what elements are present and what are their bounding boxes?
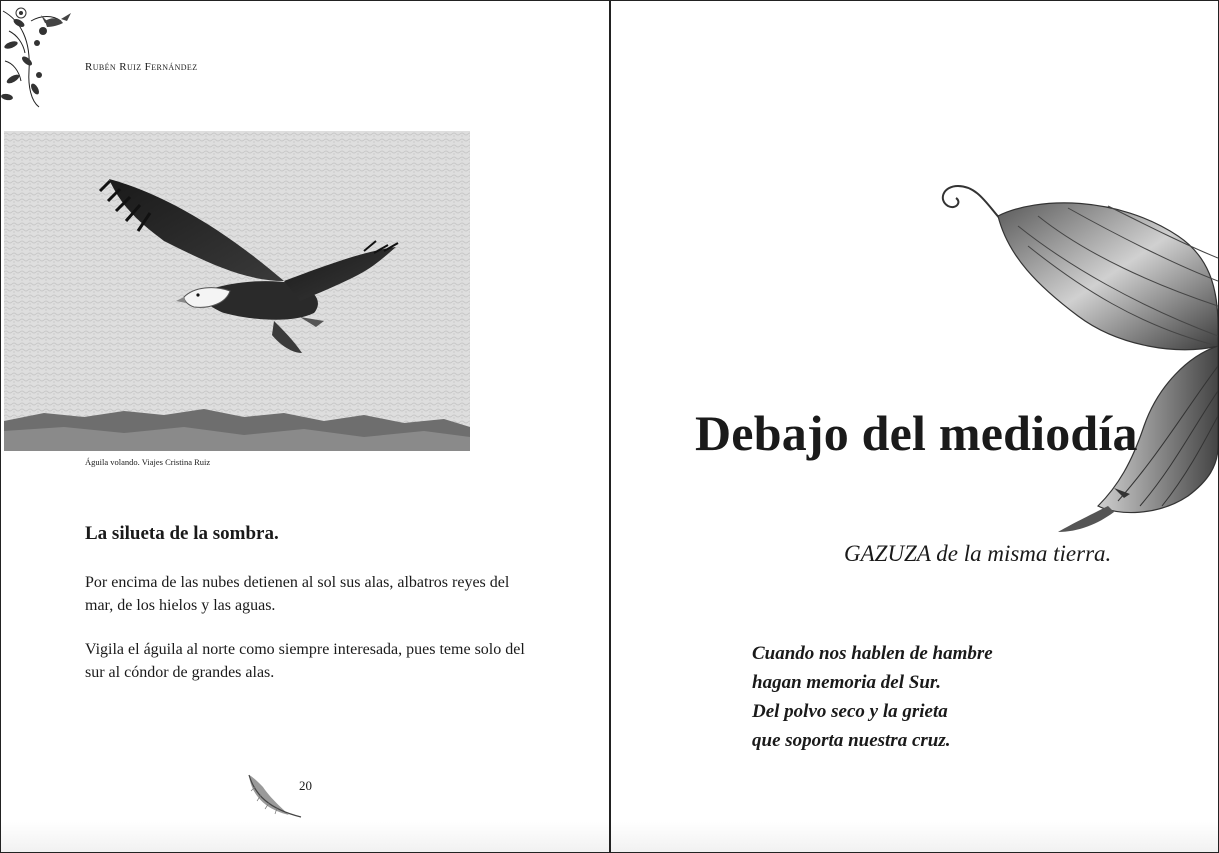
- running-head: Rubén Ruiz Fernández: [85, 61, 198, 73]
- page-shadow: [1, 822, 609, 852]
- feather-icon: [245, 769, 307, 821]
- left-page: [1, 1, 611, 852]
- floral-bird-ornament-icon: [1, 1, 81, 109]
- verse-line: Cuando nos hablen de hambre: [752, 643, 993, 664]
- verse-line: Del polvo seco y la grieta: [752, 701, 948, 722]
- verse-stanza: [752, 639, 993, 755]
- verse-line: hagan memoria del Sur.: [752, 672, 941, 693]
- page-shadow: [611, 822, 1218, 852]
- section-heading: La silueta de la sombra.: [85, 523, 279, 544]
- paragraph: Vigila el águila al norte como siempre interesada, pues teme solo del sur al cóndor de grandes alas.: [85, 641, 525, 681]
- eagle-illustration-icon: [4, 131, 470, 451]
- chapter-subtitle: GAZUZA de la misma tierra.: [844, 541, 1112, 566]
- eagle-photo: [4, 131, 470, 451]
- image-caption: Águila volando. Viajes Cristina Ruiz: [85, 457, 211, 467]
- verse-line: que soporta nuestra cruz.: [752, 730, 951, 751]
- butterfly-wing-icon: [918, 176, 1218, 541]
- page-number: 20: [299, 778, 312, 793]
- right-page: [611, 1, 1218, 852]
- chapter-title: Debajo del mediodía: [695, 405, 1138, 461]
- paragraph: Por encima de las nubes detienen al sol sus alas, albatros reyes del mar, de los hielos y las aguas.: [85, 574, 510, 614]
